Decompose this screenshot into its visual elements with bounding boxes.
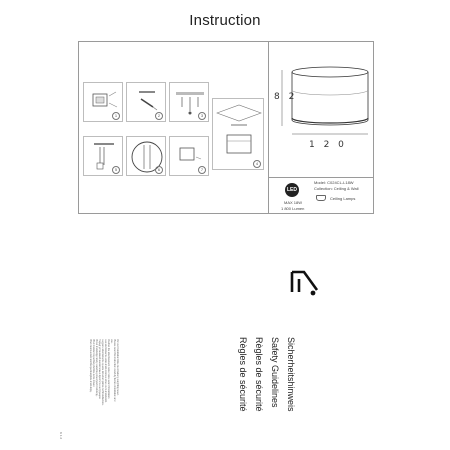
frame-divider-horizontal — [269, 177, 374, 178]
step-cell-2 — [126, 82, 166, 122]
ceiling-lamp-icon — [316, 195, 326, 201]
lumen-rating: 1 800 Lumen — [281, 206, 305, 211]
guide-heading-en: Safety Guidelines — [270, 337, 280, 408]
page-code: K 1 2 — [59, 432, 63, 440]
step-cell-6 — [126, 136, 166, 176]
power-rating: MAX 18W — [284, 200, 303, 205]
fine-print-line: Veuillez lire attentivement cette notice avant l'installation. — [107, 339, 110, 400]
fine-print-line: Prieš montuodami atidžiai perskaitykite instrukciją. — [89, 339, 92, 393]
model-number: Model: C024CL-L18W — [314, 180, 354, 185]
fine-print-line: Vor der Installation bitte die Anleitung sorgfältig lesen. — [116, 339, 119, 396]
fine-print-line: Przed instalacją należy uważnie przeczytać instrukcję. — [95, 339, 98, 397]
fine-print-line: Lea atentamente estas instrucciones antes de la instalación. — [104, 339, 107, 403]
page-title: Instruction — [189, 12, 261, 29]
guide-heading-de: Sicherheitshinweis — [286, 337, 296, 412]
step-number: 2 — [155, 112, 163, 120]
fine-print-line: Před instalací si pečlivě přečtěte tento návod. — [92, 339, 95, 388]
step-cell-7 — [169, 136, 209, 176]
step-cell-5 — [83, 136, 123, 176]
guide-heading-fr-1: Règles de sécurité — [254, 337, 264, 412]
fine-print-line: Перед установкой внимательно прочтите инструкцию. — [98, 339, 101, 400]
step-number: 6 — [155, 166, 163, 174]
step-cell-1 — [83, 82, 123, 122]
maytoni-m-logo — [289, 267, 321, 299]
step-number: 7 — [198, 166, 206, 174]
fine-print-line: use. — [110, 339, 113, 344]
led-badge: LED — [285, 183, 299, 197]
guide-heading-fr-2: Règles de sécurité — [238, 337, 248, 412]
step-cell-4 — [212, 98, 264, 170]
fine-print-line: Leggere attentamente queste istruzioni prima dell'installazione. — [101, 339, 104, 406]
step-cell-3 — [169, 82, 209, 122]
fine-print-line: Please read this instruction carefully before installation and — [113, 339, 116, 402]
height-dimension: 8 2 — [274, 92, 298, 102]
step-number: 1 — [112, 112, 120, 120]
step-number: 3 — [198, 112, 206, 120]
width-dimension: 1 2 0 — [309, 140, 347, 150]
product-type: Ceiling Lamps — [330, 196, 356, 201]
collection-name: Collection: Ceiling & Wall — [314, 186, 359, 191]
step-number: 4 — [253, 160, 261, 168]
step-number: 5 — [112, 166, 120, 174]
frame-divider-vertical — [268, 41, 269, 214]
